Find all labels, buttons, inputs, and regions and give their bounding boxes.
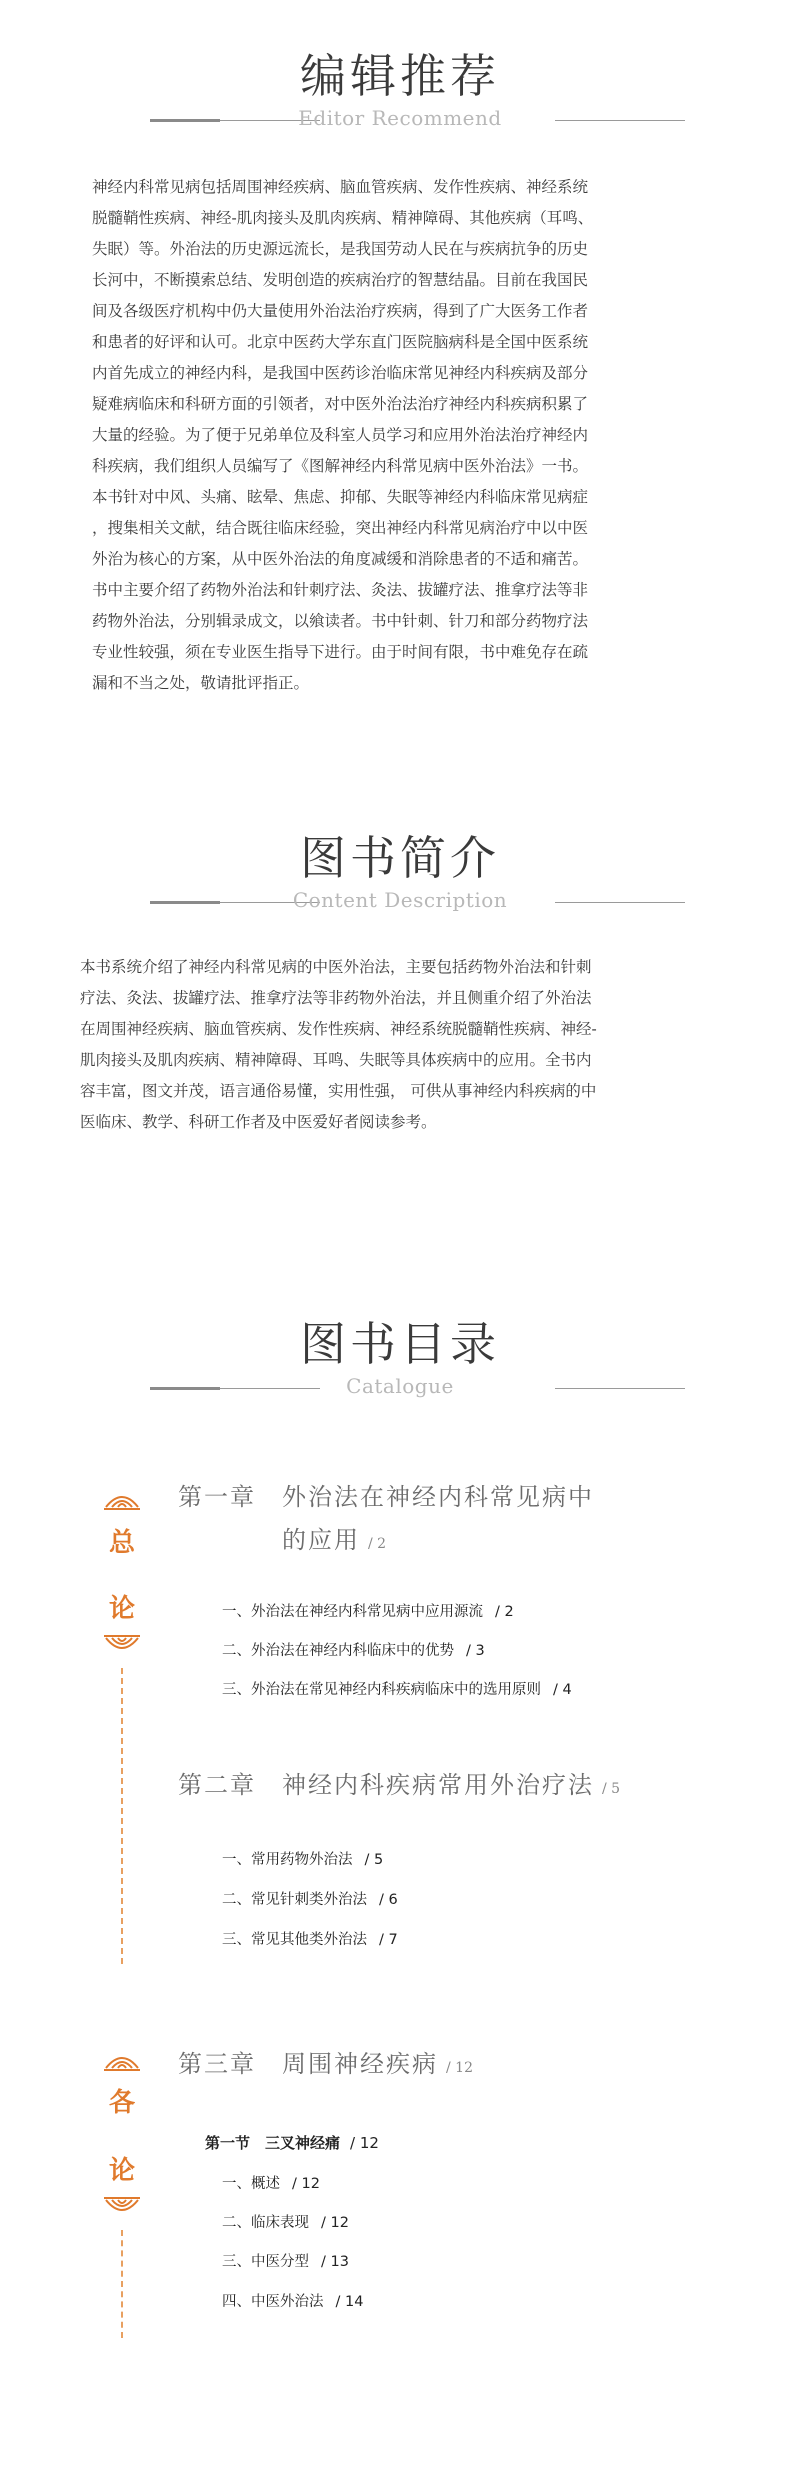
section-title: 编辑推荐: [300, 49, 500, 103]
toc-item-2-2[interactable]: [222, 1888, 398, 1909]
paragraph-line: 疑难病临床和科研方面的引领者，对中医外治法治疗神经内科疾病积累了: [92, 395, 589, 413]
toc-item-page: / 4: [553, 1682, 572, 1698]
toc-item-label: 二、临床表现: [222, 2215, 309, 2231]
cloud-ornament-icon: [102, 1485, 142, 1511]
section-page: / 12: [350, 2134, 379, 2152]
chapter-2-title[interactable]: [178, 1766, 620, 1808]
toc-item-page: / 6: [379, 1892, 398, 1908]
section-title: 图书简介: [300, 831, 500, 885]
toc-item-label: 一、外治法在神经内科常见病中应用源流: [222, 1604, 483, 1620]
section-subtitle: Content Description: [292, 888, 508, 912]
chapter-1-title[interactable]: [178, 1478, 594, 1516]
editor-recommend-header: [0, 40, 800, 160]
paragraph-line: 专业性较强，须在专业医生指导下进行。由于时间有限，书中难免存在疏: [92, 643, 589, 661]
part-label-specific-2: 论: [108, 2156, 135, 2186]
toc-item-page: / 14: [335, 2294, 364, 2310]
catalogue-header: [0, 1308, 800, 1428]
paragraph-line: 药物外治法，分别辑录成文，以飨读者。书中针刺、针刀和部分药物疗法: [92, 612, 589, 630]
paragraph-line: 和患者的好评和认可。北京中医药大学东直门医院脑病科是全国中医系统: [92, 333, 589, 351]
paragraph-line: 医临床、教学、科研工作者及中医爱好者阅读参考。: [80, 1113, 437, 1131]
chapter-3-page: / 12: [446, 2060, 473, 2076]
chapter-1-page: / 2: [368, 1536, 387, 1552]
section-subtitle: Catalogue: [346, 1374, 454, 1398]
toc-item-label: 三、外治法在常见神经内科疾病临床中的选用原则: [222, 1682, 541, 1698]
editor-recommend-text: [92, 172, 732, 699]
paragraph-line: ，搜集相关文献，结合既往临床经验，突出神经内科常见病治疗中以中医: [92, 519, 589, 537]
part-label-general-2: 论: [108, 1594, 135, 1624]
section-1-title[interactable]: [205, 2132, 379, 2153]
toc-item-2-3[interactable]: [222, 1928, 398, 1949]
toc-item-2-1[interactable]: [222, 1848, 383, 1869]
part-divider-dashed: [121, 1668, 123, 1964]
part-label-specific-1: 各: [108, 2088, 135, 2118]
paragraph-line: 疗法、灸法、拔罐疗法、推拿疗法等非药物外治法，并且侧重介绍了外治法: [80, 989, 592, 1007]
toc-item-1-3[interactable]: [222, 1678, 572, 1699]
section-title: 图书目录: [300, 1317, 500, 1371]
section-title-text: 第一节 三叉神经痛: [205, 2134, 341, 2152]
cloud-ornament-icon: [102, 1634, 142, 1660]
chapter-1-title-cont[interactable]: [282, 1521, 386, 1563]
chapter-2-title-text: 第二章 神经内科疾病常用外治疗法: [178, 1771, 594, 1799]
paragraph-line: 在周围神经疾病、脑血管疾病、发作性疾病、神经系统脱髓鞘性疾病、神经-: [80, 1020, 597, 1038]
toc-item-page: / 5: [364, 1852, 384, 1868]
chapter-1-title-text-2: 的应用: [282, 1526, 360, 1554]
toc-item-label: 一、概述: [222, 2176, 280, 2192]
toc-item-label: 二、常见针刺类外治法: [222, 1892, 367, 1908]
toc-item-3-2[interactable]: [222, 2211, 349, 2232]
content-description-header: [0, 822, 800, 942]
section-subtitle: Editor Recommend: [298, 106, 502, 130]
toc-item-label: 三、中医分型: [222, 2254, 309, 2270]
toc-item-page: / 7: [379, 1932, 398, 1948]
cloud-ornament-icon: [102, 2196, 142, 2222]
toc-item-3-1[interactable]: [222, 2172, 320, 2193]
toc-item-1-2[interactable]: [222, 1639, 485, 1660]
paragraph-line: 科疾病，我们组织人员编写了《图解神经内科常见病中医外治法》一书。: [92, 457, 589, 475]
toc-item-label: 四、中医外治法: [222, 2294, 324, 2310]
part-divider-dashed: [121, 2230, 123, 2338]
paragraph-line: 本书系统介绍了神经内科常见病的中医外治法，主要包括药物外治法和针刺: [80, 958, 592, 976]
toc-item-label: 二、外治法在神经内科临床中的优势: [222, 1643, 454, 1659]
toc-item-page: / 12: [321, 2215, 349, 2231]
paragraph-line: 脱髓鞘性疾病、神经-肌肉接头及肌肉疾病、精神障碍、其他疾病（耳鸣、: [92, 209, 594, 227]
chapter-3-title-text: 第三章 周围神经疾病: [178, 2050, 438, 2078]
toc-item-3-3[interactable]: [222, 2250, 349, 2271]
paragraph-line: 间及各级医疗机构中仍大量使用外治法治疗疾病，得到了广大医务工作者: [92, 302, 589, 320]
content-description-text: [80, 952, 740, 1138]
chapter-1-title-text: 第一章 外治法在神经内科常见病中: [178, 1483, 594, 1511]
paragraph-line: 神经内科常见病包括周围神经疾病、脑血管疾病、发作性疾病、神经系统: [92, 178, 589, 196]
toc-item-label: 一、常用药物外治法: [222, 1852, 353, 1868]
toc-item-3-4[interactable]: [222, 2290, 363, 2311]
paragraph-line: 失眠）等。外治法的历史源远流长，是我国劳动人民在与疾病抗争的历史: [92, 240, 589, 258]
toc-item-page: / 13: [321, 2254, 349, 2270]
toc-item-page: / 12: [292, 2176, 320, 2192]
toc-item-page: / 3: [466, 1643, 485, 1659]
paragraph-line: 漏和不当之处，敬请批评指正。: [92, 674, 310, 692]
chapter-3-title[interactable]: [178, 2045, 473, 2087]
cloud-ornament-icon: [102, 2046, 142, 2072]
paragraph-line: 本书针对中风、头痛、眩晕、焦虑、抑郁、失眠等神经内科临床常见病症: [92, 488, 589, 506]
toc-item-page: / 2: [495, 1604, 514, 1620]
paragraph-line: 书中主要介绍了药物外治法和针刺疗法、灸法、拔罐疗法、推拿疗法等非: [92, 581, 589, 599]
paragraph-line: 外治为核心的方案，从中医外治法的角度减缓和消除患者的不适和痛苦。: [92, 550, 589, 568]
paragraph-line: 内首先成立的神经内科，是我国中医药诊治临床常见神经内科疾病及部分: [92, 364, 589, 382]
paragraph-line: 容丰富，图文并茂，语言通俗易懂，实用性强， 可供从事神经内科疾病的中: [80, 1082, 597, 1100]
paragraph-line: 长河中，不断摸索总结、发明创造的疾病治疗的智慧结晶。目前在我国民: [92, 271, 589, 289]
toc-item-1-1[interactable]: [222, 1600, 514, 1621]
paragraph-line: 肌肉接头及肌肉疾病、精神障碍、耳鸣、失眠等具体疾病中的应用。全书内: [80, 1051, 592, 1069]
part-label-general-1: 总: [108, 1528, 135, 1558]
toc-item-label: 三、常见其他类外治法: [222, 1932, 367, 1948]
chapter-2-page: / 5: [602, 1781, 621, 1797]
paragraph-line: 大量的经验。为了便于兄弟单位及科室人员学习和应用外治法治疗神经内: [92, 426, 589, 444]
